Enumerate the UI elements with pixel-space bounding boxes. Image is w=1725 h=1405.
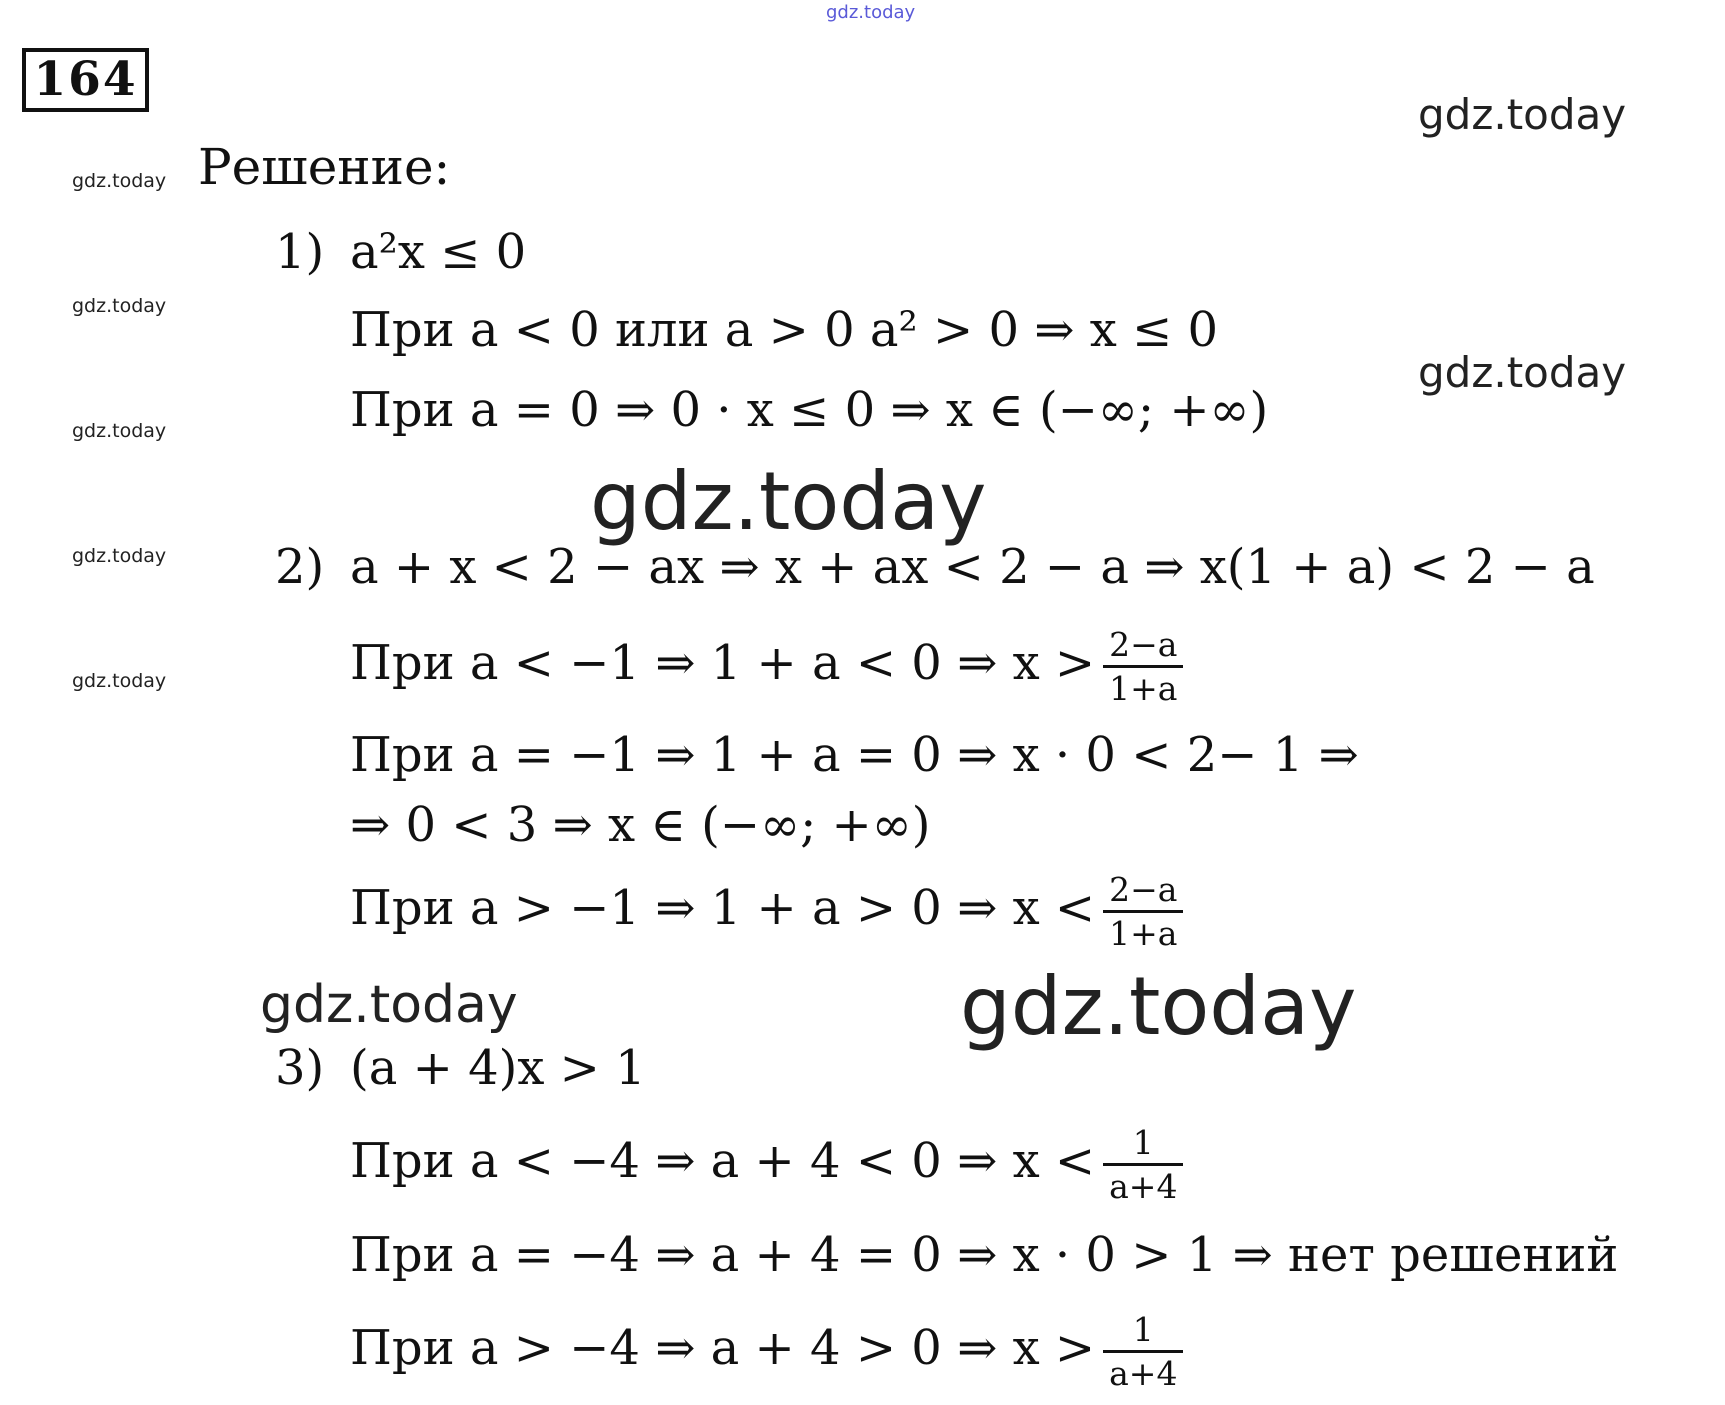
part1-number: 1) bbox=[275, 224, 325, 280]
part3-line2: При a = −4 ⇒ a + 4 = 0 ⇒ x · 0 > 1 ⇒ нет решений bbox=[350, 1227, 1619, 1283]
watermark-side-5: gdz.today bbox=[72, 670, 167, 692]
part2-statement: a + x < 2 − ax ⇒ x + ax < 2 − a ⇒ x(1 + a) < 2 − a bbox=[350, 539, 1595, 595]
part2-line4-fraction bbox=[1103, 870, 1183, 953]
part2-line3: ⇒ 0 < 3 ⇒ x ∈ (−∞; +∞) bbox=[350, 797, 931, 853]
watermark-right-1: gdz.today bbox=[1418, 90, 1627, 139]
part3-line3-fraction bbox=[1103, 1310, 1183, 1393]
solution-heading: Решение: bbox=[198, 138, 451, 196]
part3-statement: (a + 4)x > 1 bbox=[350, 1040, 646, 1096]
watermark-side-3: gdz.today bbox=[72, 420, 167, 442]
part2-line1 bbox=[350, 622, 1183, 708]
part3-line3 bbox=[350, 1307, 1183, 1393]
watermark-center-2: gdz.today bbox=[960, 960, 1357, 1053]
part2-line1-text: При a < −1 ⇒ 1 + a < 0 ⇒ x > bbox=[350, 635, 1096, 691]
part2-number: 2) bbox=[275, 539, 325, 595]
part3-line3-text: При a > −4 ⇒ a + 4 > 0 ⇒ x > bbox=[350, 1320, 1096, 1376]
fraction-numerator: 2−a bbox=[1103, 628, 1183, 668]
part1-line1: При a < 0 или a > 0 a² > 0 ⇒ x ≤ 0 bbox=[350, 302, 1219, 358]
part2-line2: При a = −1 ⇒ 1 + a = 0 ⇒ x · 0 < 2− 1 ⇒ bbox=[350, 727, 1359, 783]
part3-line1-fraction bbox=[1103, 1123, 1183, 1206]
part1-line2: При a = 0 ⇒ 0 · x ≤ 0 ⇒ x ∈ (−∞; +∞) bbox=[350, 382, 1269, 438]
fraction-numerator: 1 bbox=[1103, 1313, 1183, 1353]
part1-statement: a²x ≤ 0 bbox=[350, 224, 527, 280]
problem-number: 164 bbox=[22, 48, 149, 112]
watermark-top: gdz.today bbox=[826, 2, 916, 23]
part3-number: 3) bbox=[275, 1040, 325, 1096]
fraction-denominator: 1+a bbox=[1109, 914, 1178, 953]
watermark-side-4: gdz.today bbox=[72, 545, 167, 567]
fraction-denominator: a+4 bbox=[1109, 1354, 1178, 1393]
fraction-denominator: a+4 bbox=[1109, 1167, 1178, 1206]
watermark-center-1: gdz.today bbox=[590, 455, 987, 548]
watermark-side-1: gdz.today bbox=[72, 170, 167, 192]
part2-line1-fraction bbox=[1103, 625, 1183, 708]
watermark-left-large: gdz.today bbox=[260, 975, 518, 1035]
watermark-right-2: gdz.today bbox=[1418, 348, 1627, 397]
part3-line1 bbox=[350, 1120, 1183, 1206]
fraction-numerator: 2−a bbox=[1103, 873, 1183, 913]
part2-line4 bbox=[350, 867, 1183, 953]
fraction-denominator: 1+a bbox=[1109, 669, 1178, 708]
part3-line1-text: При a < −4 ⇒ a + 4 < 0 ⇒ x < bbox=[350, 1133, 1096, 1189]
fraction-numerator: 1 bbox=[1103, 1126, 1183, 1166]
watermark-side-2: gdz.today bbox=[72, 295, 167, 317]
part2-line4-text: При a > −1 ⇒ 1 + a > 0 ⇒ x < bbox=[350, 880, 1096, 936]
